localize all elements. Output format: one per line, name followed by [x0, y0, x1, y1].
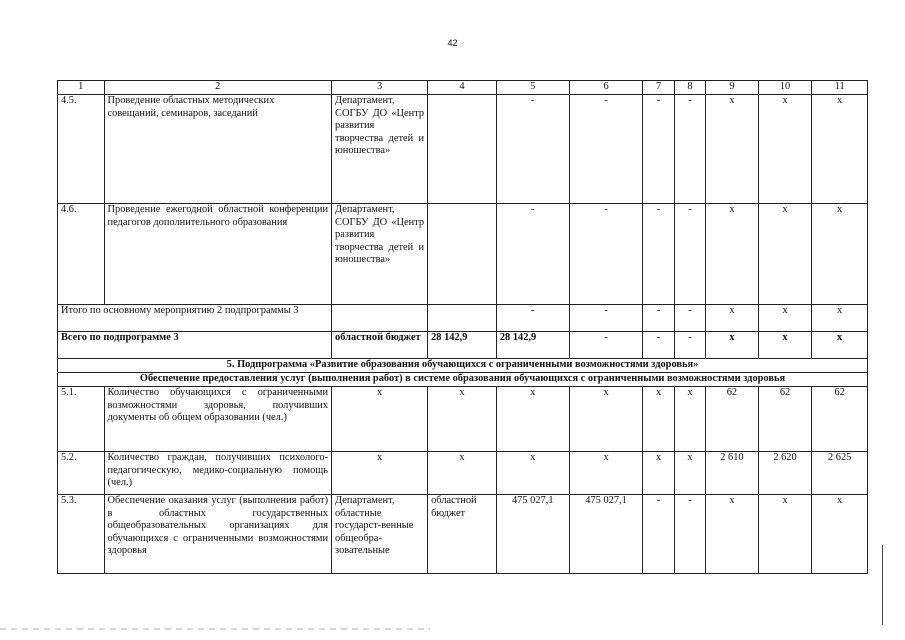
cell-value: х	[332, 452, 428, 495]
cell-value: 475 027,1	[569, 495, 643, 574]
header-cell: 6	[569, 81, 643, 95]
cell-value: 475 027,1	[496, 495, 569, 574]
cell-value: х	[643, 452, 674, 495]
total-row	[58, 332, 868, 359]
cell-value: -	[496, 305, 569, 332]
total-label: Всего по подпрограмме 3	[58, 332, 332, 359]
activity-name: Проведение ежегодной областной конференции педагогов дополнительного образования	[104, 204, 332, 305]
subsection-title: Обеспечение предоставления услуг (выполнения работ) в системе образования обучающихся с ограниченными возможностями здоровья	[58, 373, 868, 387]
subtotal-label: Итого по основному мероприятию 2 подпрограммы 3	[58, 305, 332, 332]
cell-value: -	[569, 95, 643, 204]
cell-value: -	[643, 495, 674, 574]
finance-source	[428, 204, 497, 305]
cell-value: 2 625	[812, 452, 868, 495]
executor: Департамент, СОГБУ ДО «Центр развития творчества детей и юношества»	[332, 95, 428, 204]
cell-value: х	[332, 387, 428, 452]
indicator-name: Количество обучающихся с ограниченными возможностями здоровья, получивших документы об общем образовании (чел.)	[104, 387, 332, 452]
cell-value: -	[643, 332, 674, 359]
header-cell: 9	[706, 81, 759, 95]
cell-value: х	[496, 452, 569, 495]
row-number: 5.2.	[58, 452, 105, 495]
cell-value: х	[674, 387, 705, 452]
cell-value: -	[569, 305, 643, 332]
cell-value: -	[643, 204, 674, 305]
cell-value: х	[428, 452, 497, 495]
subsection-heading-row	[58, 373, 868, 387]
header-cell: 8	[674, 81, 705, 95]
cell-value: 62	[706, 387, 759, 452]
cell-value: х	[569, 387, 643, 452]
cell-value: -	[496, 204, 569, 305]
cell-value: -	[643, 95, 674, 204]
cell-value: -	[674, 332, 705, 359]
row-number: 4.6.	[58, 204, 105, 305]
cell-value: -	[569, 332, 643, 359]
header-cell: 1	[58, 81, 105, 95]
subtotal-row	[58, 305, 868, 332]
cell-value: х	[674, 452, 705, 495]
cell-value: 2 620	[758, 452, 812, 495]
cell-value: х	[706, 332, 759, 359]
table-row	[58, 95, 868, 204]
header-row	[58, 81, 868, 95]
executor: Департамент, областные государст-венные общеобра-зовательные	[332, 495, 428, 574]
cell-value: х	[812, 305, 868, 332]
scan-artifact	[0, 628, 430, 630]
activity-name: Обеспечение оказания услуг (выполнения работ) в областных государственных общеобразовательных организациях для обучающихся с ограниченными возможностями здоровья	[104, 495, 332, 574]
section-title: 5. Подпрограмма «Развитие образования обучающихся с ограниченными возможностями здоровья»	[58, 359, 868, 373]
cell-value: -	[674, 204, 705, 305]
finance-source	[428, 305, 497, 332]
cell-value: 2 610	[706, 452, 759, 495]
cell-value: -	[674, 95, 705, 204]
cell-value: 62	[758, 387, 812, 452]
cell-value: х	[706, 305, 759, 332]
header-cell: 10	[758, 81, 812, 95]
cell-value: -	[674, 305, 705, 332]
cell-value: х	[812, 332, 868, 359]
section-heading-row	[58, 359, 868, 373]
header-cell: 5	[496, 81, 569, 95]
cell-value: -	[674, 495, 705, 574]
header-cell: 7	[643, 81, 674, 95]
row-number: 4.5.	[58, 95, 105, 204]
header-cell: 3	[332, 81, 428, 95]
header-cell: 2	[104, 81, 332, 95]
cell-value: х	[812, 204, 868, 305]
table-row	[58, 204, 868, 305]
cell-value: 28 142,9	[428, 332, 497, 359]
cell-value: -	[643, 305, 674, 332]
finance-source: областной бюджет	[332, 332, 428, 359]
cell-value: 28 142,9	[496, 332, 569, 359]
page-number: 42	[447, 38, 458, 48]
cell-value: х	[758, 332, 812, 359]
cell-value: х	[758, 495, 812, 574]
cell-value: х	[569, 452, 643, 495]
cell-value: х	[758, 305, 812, 332]
cell-value: х	[812, 95, 868, 204]
cell-value: х	[812, 495, 868, 574]
table-row	[58, 387, 868, 452]
cell-value: -	[496, 95, 569, 204]
table-row	[58, 495, 868, 574]
indicator-name: Количество граждан, получивших психолого-педагогическую, медико-социальную помощь (чел.)	[104, 452, 332, 495]
header-cell: 4	[428, 81, 497, 95]
activity-name: Проведение областных методических совещаний, семинаров, заседаний	[104, 95, 332, 204]
row-number: 5.3.	[58, 495, 105, 574]
executor: Департамент, СОГБУ ДО «Центр развития творчества детей и юношества»	[332, 204, 428, 305]
executor	[332, 305, 428, 332]
cell-value: х	[706, 495, 759, 574]
cell-value: 62	[812, 387, 868, 452]
finance-source: областной бюджет	[428, 495, 497, 574]
scan-edge-line	[882, 545, 883, 625]
cell-value: х	[706, 95, 759, 204]
row-number: 5.1.	[58, 387, 105, 452]
cell-value: х	[496, 387, 569, 452]
program-table	[57, 80, 868, 574]
cell-value: х	[428, 387, 497, 452]
cell-value: -	[569, 204, 643, 305]
cell-value: х	[706, 204, 759, 305]
cell-value: х	[758, 204, 812, 305]
finance-source	[428, 95, 497, 204]
table-row	[58, 452, 868, 495]
header-cell: 11	[812, 81, 868, 95]
cell-value: х	[643, 387, 674, 452]
cell-value: х	[758, 95, 812, 204]
